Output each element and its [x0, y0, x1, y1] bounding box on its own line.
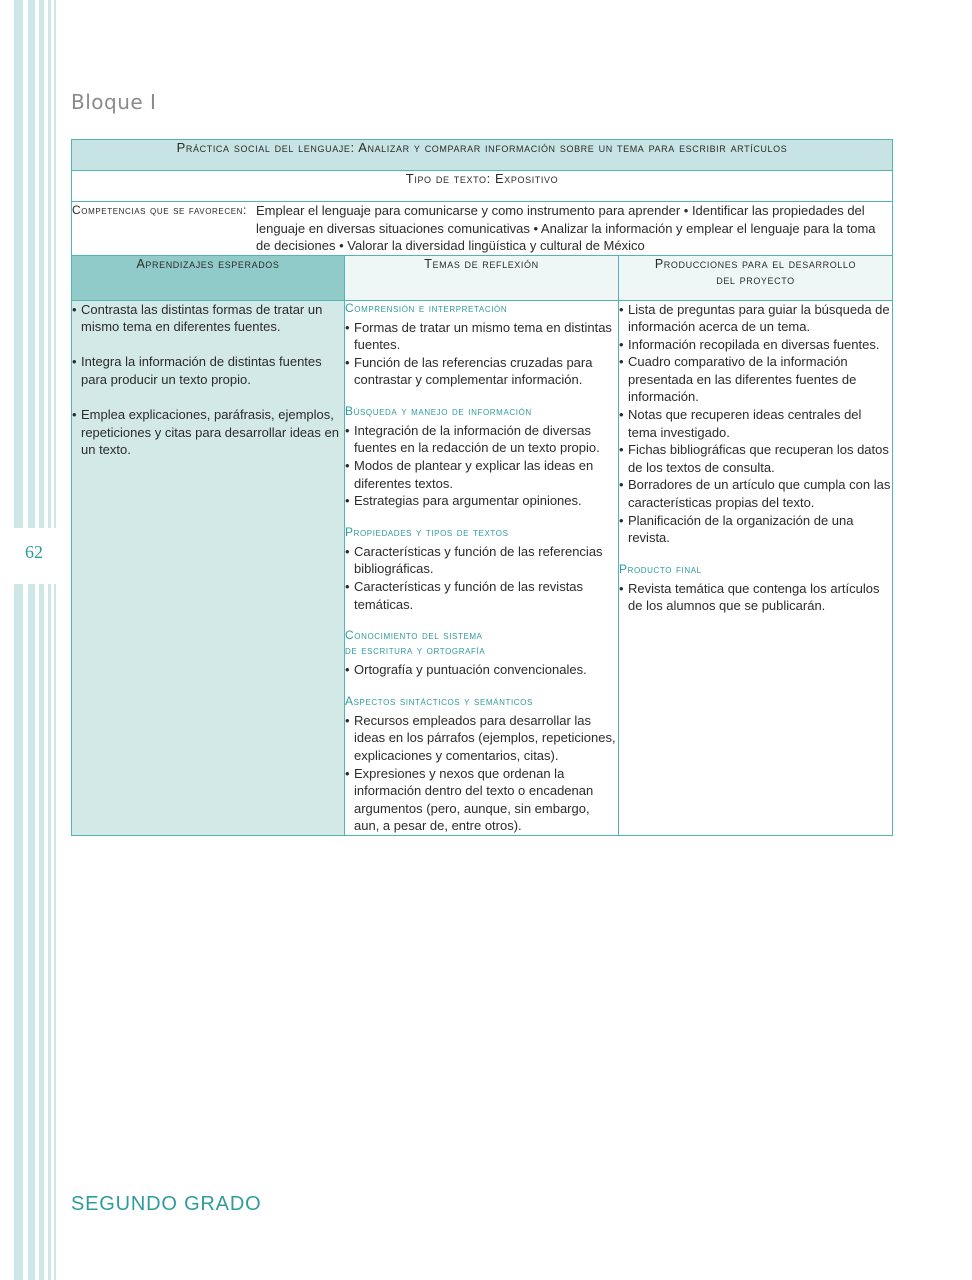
learning-item: • Emplea explicaciones, paráfrasis, ejemplos, repeticiones y citas para desarrollar ideas en un texto.	[72, 406, 344, 459]
header-topics: Temas de reflexión	[424, 256, 539, 271]
topic-item: • Características y función de las revistas temáticas.	[345, 578, 618, 613]
topic-section	[345, 301, 618, 389]
topic-section-title: Búsqueda y manejo de información	[345, 403, 532, 418]
page-number: 62	[25, 542, 43, 562]
topic-section	[345, 628, 618, 679]
competencies-row	[72, 202, 893, 256]
margin-stripe	[48, 0, 51, 1280]
production-item: • Cuadro comparativo de la información presentada en las diferentes fuentes de información.	[619, 353, 892, 406]
production-item: • Borradores de un artículo que cumpla con las características propias del texto.	[619, 476, 892, 511]
block-title: Bloque I	[71, 90, 157, 114]
grade-label: SEGUNDO GRADO	[71, 1193, 262, 1215]
topic-section-title: Comprensión e interpretación	[345, 300, 508, 315]
margin-stripe	[39, 0, 44, 1280]
topic-section-title: Aspectos sintácticos y semánticos	[345, 693, 533, 708]
topics-column	[345, 300, 619, 835]
topic-item: • Modos de plantear y explicar las ideas en diferentes textos.	[345, 457, 618, 492]
production-item: • Fichas bibliográficas que recuperan los datos de los textos de consulta.	[619, 441, 892, 476]
final-product	[619, 562, 892, 615]
learning-item: • Contrasta las distintas formas de tratar un mismo tema en diferentes fuentes.	[72, 301, 344, 336]
content-row	[72, 300, 893, 835]
topic-section	[345, 404, 618, 510]
final-product-item: • Revista temática que contenga los artículos de los alumnos que se publicarán.	[619, 580, 892, 615]
topic-item: • Recursos empleados para desarrollar las ideas en los párrafos (ejemplos, repeticiones, explicaciones y comentarios, citas).	[345, 712, 618, 765]
margin-stripe	[54, 0, 56, 1280]
topic-section-title: Propiedades y tipos de textos	[345, 524, 509, 539]
final-product-title: Producto final	[619, 561, 702, 576]
topic-section	[345, 525, 618, 613]
practice-title: Práctica social del lenguaje: Analizar y comparar información sobre un tema para escribir artículos	[176, 140, 788, 155]
production-item: • Información recopilada en diversas fuentes.	[619, 336, 892, 354]
header-productions: Producciones para el desarrollo del proyecto	[654, 256, 857, 287]
topic-section	[345, 694, 618, 835]
topic-item: • Función de las referencias cruzadas para contrastar y complementar información.	[345, 354, 618, 389]
practice-row	[72, 140, 893, 171]
margin-stripe	[28, 0, 35, 1280]
topic-item: • Formas de tratar un mismo tema en distintas fuentes.	[345, 319, 618, 354]
program-table	[71, 139, 893, 836]
production-item: • Planificación de la organización de una revista.	[619, 512, 892, 547]
learning-item: • Integra la información de distintas fuentes para producir un texto propio.	[72, 353, 344, 388]
productions-list	[619, 301, 892, 547]
text-type: Tipo de texto: Expositivo	[405, 171, 559, 186]
text-type-row	[72, 171, 893, 202]
topic-item: • Características y función de las referencias bibliográficas.	[345, 543, 618, 578]
competencies-label: Competencias que se favorecen:	[72, 203, 247, 217]
topic-item: • Integración de la información de diversas fuentes en la redacción de un texto propio.	[345, 422, 618, 457]
topic-section-title: Conocimiento del sistema de escritura y ortografía	[345, 628, 486, 658]
productions-column	[619, 300, 893, 835]
margin-stripe	[14, 0, 23, 1280]
header-learning: Aprendizajes esperados	[136, 256, 280, 271]
topic-item: • Ortografía y puntuación convencionales.	[345, 661, 618, 679]
production-item: • Lista de preguntas para guiar la búsqueda de información acerca de un tema.	[619, 301, 892, 336]
topic-item: • Expresiones y nexos que ordenan la información dentro del texto o encadenan argumentos (pero, aunque, sin embargo, aun, a pesar de, entre otros).	[345, 765, 618, 835]
production-item: • Notas que recuperen ideas centrales del tema investigado.	[619, 406, 892, 441]
competencies-text: Emplear el lenguaje para comunicarse y como instrumento para aprender • Identificar las propiedades del lenguaje en diversas situaciones comunicativas • Analizar la información y emplear el lenguaje para la toma de decisiones • Valorar la diversidad lingüística y cultural de México	[256, 203, 876, 253]
column-headers-row	[72, 255, 893, 300]
learning-column	[72, 300, 345, 835]
topic-item: • Estrategias para argumentar opiniones.	[345, 492, 618, 510]
